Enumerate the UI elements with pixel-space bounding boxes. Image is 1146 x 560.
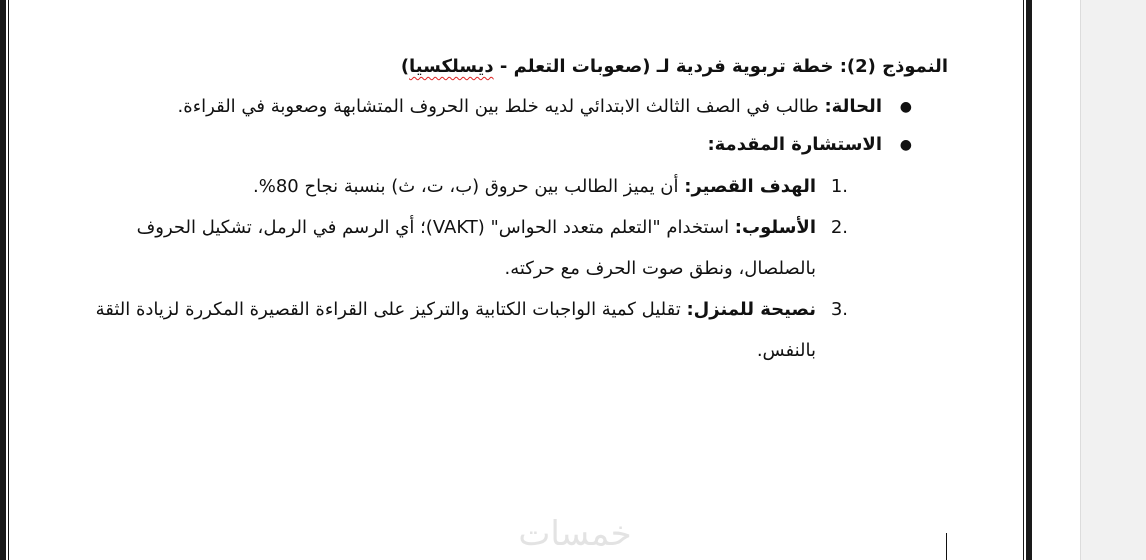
step-label: الهدف القصير:: [684, 176, 816, 197]
step-text: استخدام "التعلم متعدد الحواس" (VAKT)؛ أي الرسم في الرمل، تشكيل الحروف بالصلصال، ونطق صوت الحرف مع حركته.: [136, 217, 816, 279]
list-item: [90, 88, 948, 126]
list-item: [90, 207, 948, 289]
list-item: [90, 166, 948, 207]
step-text: تقليل كمية الواجبات الكتابية والتركيز على القراءة القصيرة المكررة لزيادة الثقة بالنفس.: [95, 299, 816, 361]
list-item: [90, 126, 948, 164]
vertical-scrollbar-track[interactable]: [1080, 0, 1146, 560]
bullet-label: الاستشارة المقدمة:: [707, 134, 882, 155]
step-number: 3.: [830, 299, 848, 320]
heading-text: النموذج (2): خطة تربوية فردية لـ (صعوبات التعلم -: [493, 56, 948, 77]
step-number: 1.: [830, 176, 848, 197]
case-bullet-list: [90, 88, 948, 164]
text-insertion-cursor: [946, 533, 947, 560]
consultation-numbered-list: [90, 166, 948, 371]
list-item: [90, 289, 948, 371]
heading-closing: ): [400, 56, 410, 77]
step-label: الأسلوب:: [734, 217, 816, 238]
page-gutter: [1032, 0, 1080, 560]
bullet-dot-icon: ●: [899, 99, 912, 115]
document-heading: [90, 50, 948, 84]
bullet-label: الحالة:: [824, 96, 882, 117]
bullet-dot-icon: ●: [899, 137, 912, 153]
watermark-logo: خمسات: [518, 514, 632, 554]
step-text: أن يميز الطالب بين حروق (ب، ت، ث) بنسبة نجاح 80%.: [253, 176, 685, 197]
document-body[interactable]: [90, 50, 948, 371]
bullet-text: طالب في الصف الثالث الابتدائي لديه خلط بين الحروف المتشابهة وصعوبة في القراءة.: [177, 96, 825, 117]
step-number: 2.: [830, 217, 848, 238]
misspelled-word[interactable]: ديسلكسيا: [409, 56, 494, 77]
step-label: نصيحة للمنزل:: [686, 299, 816, 320]
